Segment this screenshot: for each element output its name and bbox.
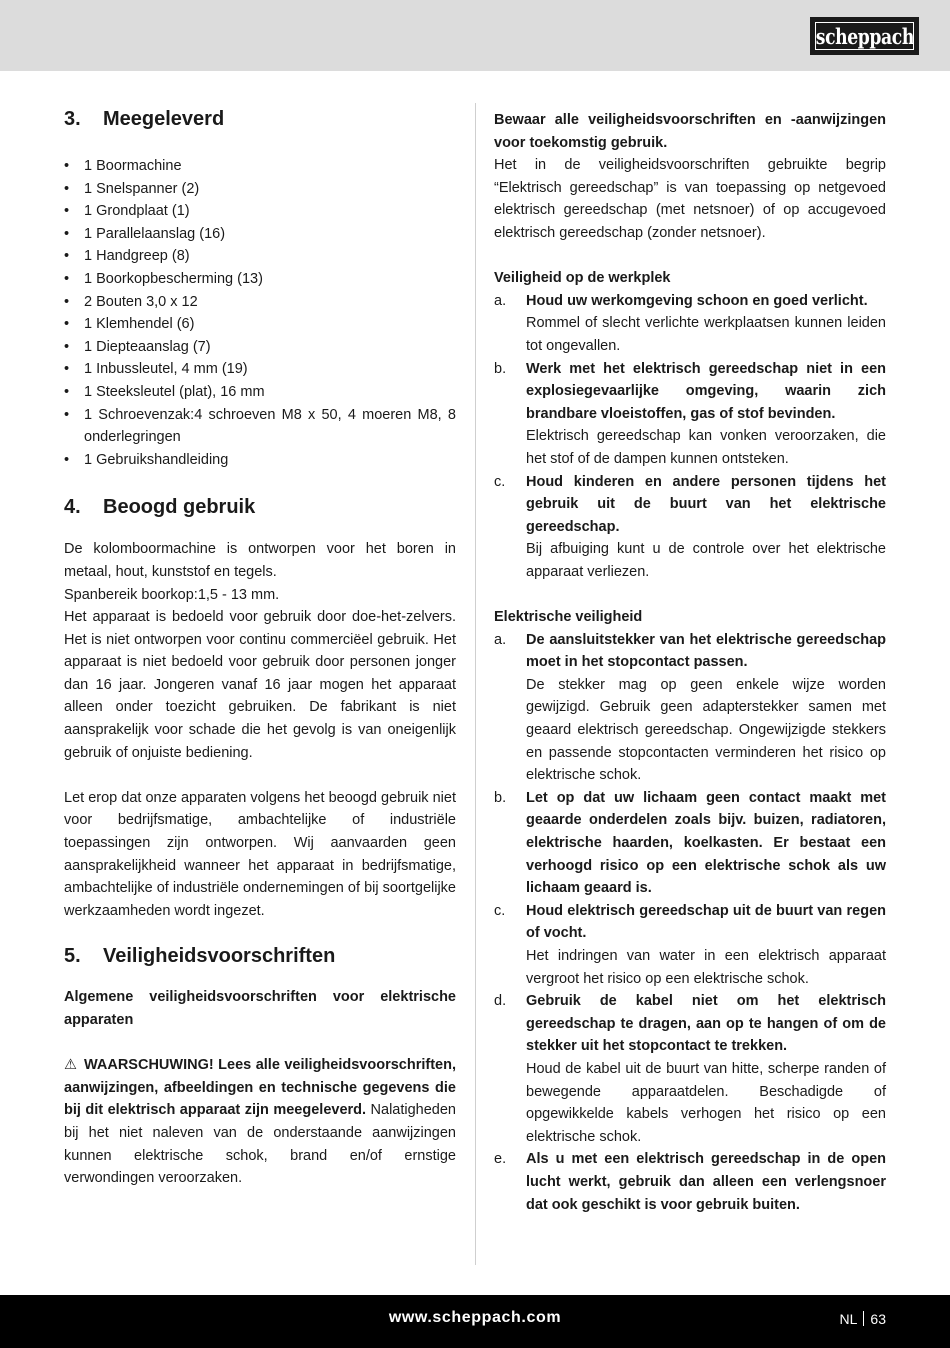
electrical-safety-list (494, 629, 886, 1216)
item-letter: d. (494, 993, 507, 1010)
item-letter: c. (494, 902, 506, 919)
item-instruction: De aansluitstekker van het elektrische gereedschap moet in het stopcontact passen. (526, 631, 886, 671)
item-explanation: De stekker mag op geen enkele wijze worden gewijzigd. Gebruik geen adapterstekker samen met geaard elektrisch gereedschap. Ongewijzigde stekkers en passende stopcontacten verminderen het risico op elektrische schok. (526, 676, 886, 784)
item-body (526, 290, 886, 358)
item-body (526, 990, 886, 1148)
item-letter: c. (494, 473, 506, 490)
section-title: Veiligheidsvoorschriften (103, 945, 336, 968)
safety-item (494, 787, 886, 900)
warning-bold-text: WAARSCHUWING! Lees alle veiligheidsvoorschriften, aanwijzingen, afbeeldingen en technische gegevens die bij dit elektrisch apparaat zijn meegeleverd. (64, 1057, 456, 1119)
warning-paragraph (64, 1054, 456, 1190)
list-item: • 1 Snelspanner (2) (64, 178, 456, 201)
section-5-heading (64, 942, 456, 970)
page-info (840, 1311, 886, 1327)
safety-item (494, 290, 886, 358)
list-item: • 2 Bouten 3,0 x 12 (64, 291, 456, 314)
item-letter: e. (494, 1151, 507, 1168)
brand-logo (810, 17, 919, 55)
item-body (526, 900, 886, 990)
item-instruction: Gebruik de kabel niet om het elektrisch gereedschap te dragen, aan op te hangen of om de stekker uit het stopcontact te trekken. (526, 993, 886, 1055)
item-body (526, 471, 886, 584)
list-item: • 1 Steeksleutel (plat), 16 mm (64, 381, 456, 404)
list-item: • 1 Boorkopbescherming (13) (64, 268, 456, 291)
item-instruction: Houd elektrisch gereedschap uit de buurt van regen of vocht. (526, 902, 886, 942)
item-instruction: Houd kinderen en andere personen tijdens het gebruik uit de buurt van het elektrische gereedschap. (526, 473, 886, 535)
item-letter: a. (494, 292, 507, 309)
item-letter: a. (494, 631, 507, 648)
left-column (64, 105, 456, 1190)
item-explanation: Elektrisch gereedschap kan vonken veroorzaken, die het stof of de dampen kunnen ontsteken. (526, 428, 886, 467)
item-explanation: Houd de kabel uit de buurt van hitte, scherpe randen of bewegende apparaatdelen. Beschadigde of opgewikkelde kabels verhogen het risico op een elektrische schok. (526, 1060, 886, 1145)
keep-instructions-notice: Bewaar alle veiligheidsvoorschriften en -aanwijzingen voor toekomstig gebruik. (494, 112, 886, 151)
right-column (494, 109, 886, 1216)
page-header (0, 0, 950, 71)
safety-item (494, 900, 886, 990)
list-item: • 1 Gebruikshandleiding (64, 449, 456, 472)
item-explanation: Rommel of slecht verlichte werkplaatsen kunnen leiden tot ongevallen. (526, 315, 886, 354)
section-title: Meegeleverd (103, 108, 225, 130)
language-code: NL (839, 1311, 858, 1327)
list-item: • 1 Boormachine (64, 155, 456, 178)
item-body (526, 787, 886, 900)
list-item: • 1 Diepteaanslag (7) (64, 336, 456, 359)
list-item: • 1 Grondplaat (1) (64, 200, 456, 223)
warning-text: Nalatigheden bij het niet naleven van de onderstaande aanwijzingen kunnen elektrische schok, brand en/of ernstige verwondingen veroorzaken. (64, 1102, 456, 1187)
section-3-heading (64, 105, 456, 133)
item-explanation: Het indringen van water in een elektrisch apparaat vergroot het risico op een elektrische schok. (526, 947, 886, 987)
section-number: 3. (64, 108, 81, 130)
list-item: • 1 Handgreep (8) (64, 245, 456, 268)
item-explanation: Bij afbuiging kunt u de controle over het elektrische apparaat verliezen. (526, 541, 886, 580)
section-number: 5. (64, 945, 81, 968)
safety-item (494, 358, 886, 471)
intended-use-text: De kolomboormachine is ontworpen voor het boren in metaal, hout, kunststof en tegels. (64, 541, 456, 580)
safety-item (494, 471, 886, 584)
section-number: 4. (64, 496, 81, 519)
general-safety-subtitle: Algemene veiligheidsvoorschriften voor elektrische apparaten (64, 989, 456, 1028)
item-letter: b. (494, 360, 507, 377)
list-item: • 1 Klemhendel (6) (64, 313, 456, 336)
section-title: Beoogd gebruik (103, 496, 256, 519)
power-tool-definition: Het in de veiligheidsvoorschriften gebruikte begrip “Elektrisch gereedschap” is van toepassing op netgevoed elektrisch gereedschap (met netsnoer) of op accugevoed elektrisch gereedschap (zonder netsnoer). (494, 157, 886, 241)
commercial-use-notice: Let erop dat onze apparaten volgens het beoogd gebruik niet voor bedrijfsmatige, ambachtelijke of industriële toepassingen zijn ontworpen. Wij aanvaarden geen aansprakelijkheid wanneer het apparaat in bedrijfsmatige, ambachtelijke of industriële ondernemingen of bij soortgelijke werkzaamheden wordt ingezet. (64, 789, 456, 919)
section-4-heading (64, 493, 456, 521)
item-body (526, 358, 886, 471)
warning-triangle-icon: ⚠ (64, 1057, 77, 1074)
workplace-safety-title: Veiligheid op de werkplek (494, 270, 671, 287)
delivery-list (64, 155, 456, 471)
website-link[interactable]: www.scheppach.com (388, 1309, 562, 1326)
item-instruction: Let op dat uw lichaam geen contact maakt met geaarde onderdelen zoals bijv. buizen, radiatoren, elektrische haarden, koelkasten. Er bestaat een verhoogd risico op een elektrische schok als uw lichaam geaard is. (526, 789, 886, 897)
brand-logo-text: scheppach (815, 23, 914, 49)
page-number: 63 (870, 1311, 886, 1327)
column-divider (475, 103, 476, 1265)
intended-use-detail: Het apparaat is bedoeld voor gebruik door doe-het-zelvers. Het is niet ontworpen voor continu commerciëel gebruik. Het apparaat is niet bedoeld voor gebruik door personen jonger dan 16 jaar. Jongeren vanaf 16 jaar mogen het apparaat alleen onder toezicht gebruiken. De fabrikant is niet aansprakelijk voor schade die het gevolg is van oneigenlijk gebruik of onjuiste bediening. (64, 609, 456, 761)
safety-item (494, 1148, 886, 1216)
list-item: • 1 Schroevenzak:4 schroeven M8 x 50, 4 moeren M8, 8 onderlegringen (64, 404, 456, 449)
chuck-range-text: Spanbereik boorkop:1,5 - 13 mm. (64, 586, 280, 603)
page-separator (863, 1311, 864, 1326)
item-instruction: Als u met een elektrisch gereedschap in de open lucht werkt, gebruik dan alleen een verlengsnoer dat ook geschikt is voor gebruik buiten. (526, 1151, 886, 1213)
safety-item (494, 990, 886, 1148)
electrical-safety-title: Elektrische veiligheid (494, 609, 643, 626)
item-letter: b. (494, 789, 507, 806)
workplace-safety-list (494, 290, 886, 584)
page-footer (0, 1295, 950, 1348)
list-item: • 1 Inbussleutel, 4 mm (19) (64, 358, 456, 381)
safety-item (494, 629, 886, 787)
item-body (526, 629, 886, 787)
item-instruction: Houd uw werkomgeving schoon en goed verlicht. (526, 292, 868, 309)
list-item: • 1 Parallelaanslag (16) (64, 223, 456, 246)
item-instruction: Werk met het elektrisch gereedschap niet in een explosiegevaarlijke omgeving, waarin zich brandbare vloeistoffen, gas of stof bevinden. (526, 360, 886, 422)
item-body (526, 1148, 886, 1216)
